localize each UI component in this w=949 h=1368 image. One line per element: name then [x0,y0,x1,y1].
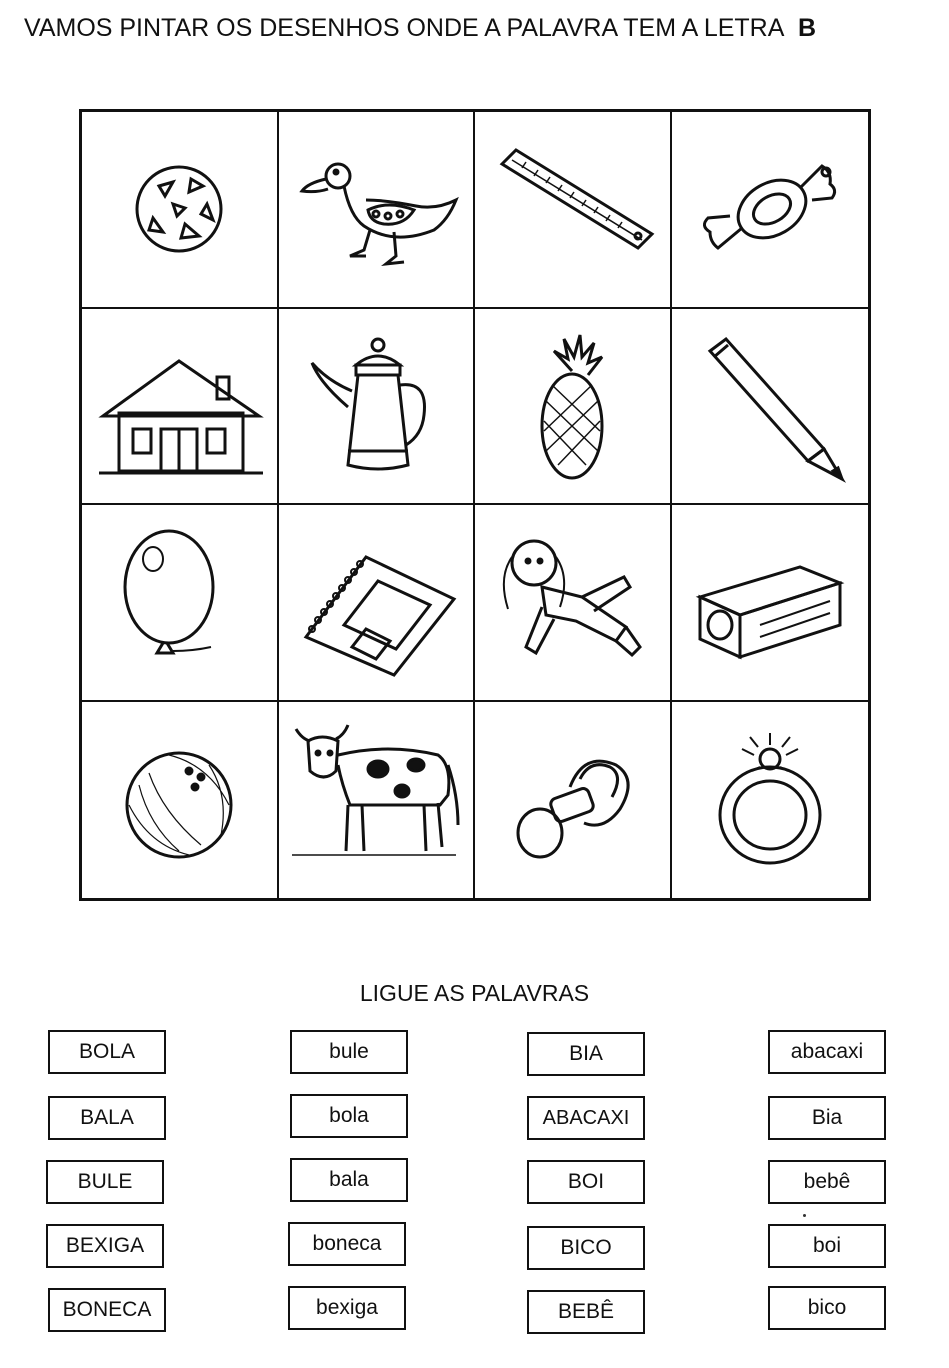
word-box[interactable]: BEBÊ [527,1290,645,1334]
word-box[interactable]: ABACAXI [527,1096,645,1140]
picture-cell[interactable] [82,505,279,702]
word-box[interactable]: boneca [288,1222,406,1266]
title-text: VAMOS PINTAR OS DESENHOS ONDE A PALAVRA TEM A LETRA [24,14,784,42]
picture-grid [79,109,871,901]
coffee-pot-icon [286,321,466,491]
word-box[interactable]: bala [290,1158,408,1202]
word-box[interactable]: BONECA [48,1288,166,1332]
doll-icon [482,517,662,687]
word-box[interactable]: BIA [527,1032,645,1076]
word-box[interactable]: bico [768,1286,886,1330]
word-box[interactable]: BOLA [48,1030,166,1074]
cow-icon [286,715,466,885]
picture-cell[interactable] [279,309,476,506]
picture-cell[interactable] [475,112,672,309]
coconut-icon [89,715,269,885]
picture-cell[interactable] [672,309,869,506]
picture-cell[interactable] [279,505,476,702]
word-box[interactable]: BICO [527,1226,645,1270]
word-box[interactable]: BALA [48,1096,166,1140]
word-box[interactable]: Bia [768,1096,886,1140]
duck-icon [286,124,466,294]
picture-cell[interactable] [82,702,279,899]
picture-cell[interactable] [672,702,869,899]
picture-cell[interactable] [82,309,279,506]
picture-cell[interactable] [475,702,672,899]
picture-cell[interactable] [672,505,869,702]
candy-icon [680,124,860,294]
pacifier-icon [482,715,662,885]
picture-cell[interactable] [82,112,279,309]
word-box[interactable]: bebê [768,1160,886,1204]
word-box[interactable]: boi [768,1224,886,1268]
picture-cell[interactable] [279,702,476,899]
word-box[interactable]: BOI [527,1160,645,1204]
word-box[interactable]: BEXIGA [46,1224,164,1268]
picture-cell[interactable] [672,112,869,309]
notebook-icon [286,517,466,687]
sharpener-icon [680,517,860,687]
ink-speck [803,1214,806,1217]
worksheet-title [24,14,934,43]
ring-icon [680,715,860,885]
word-box[interactable]: BULE [46,1160,164,1204]
picture-cell[interactable] [475,505,672,702]
word-box[interactable]: bexiga [288,1286,406,1330]
ruler-icon [482,124,662,294]
picture-cell[interactable] [279,112,476,309]
balloon-icon [89,517,269,687]
match-words-heading: LIGUE AS PALAVRAS [359,980,590,1006]
beach-ball-icon [89,124,269,294]
picture-cell[interactable] [475,309,672,506]
pencil-icon [680,321,860,491]
house-icon [89,321,269,491]
word-box[interactable]: bule [290,1030,408,1074]
word-box[interactable]: abacaxi [768,1030,886,1074]
pineapple-icon [482,321,662,491]
title-letter: B [797,14,817,42]
word-box[interactable]: bola [290,1094,408,1138]
